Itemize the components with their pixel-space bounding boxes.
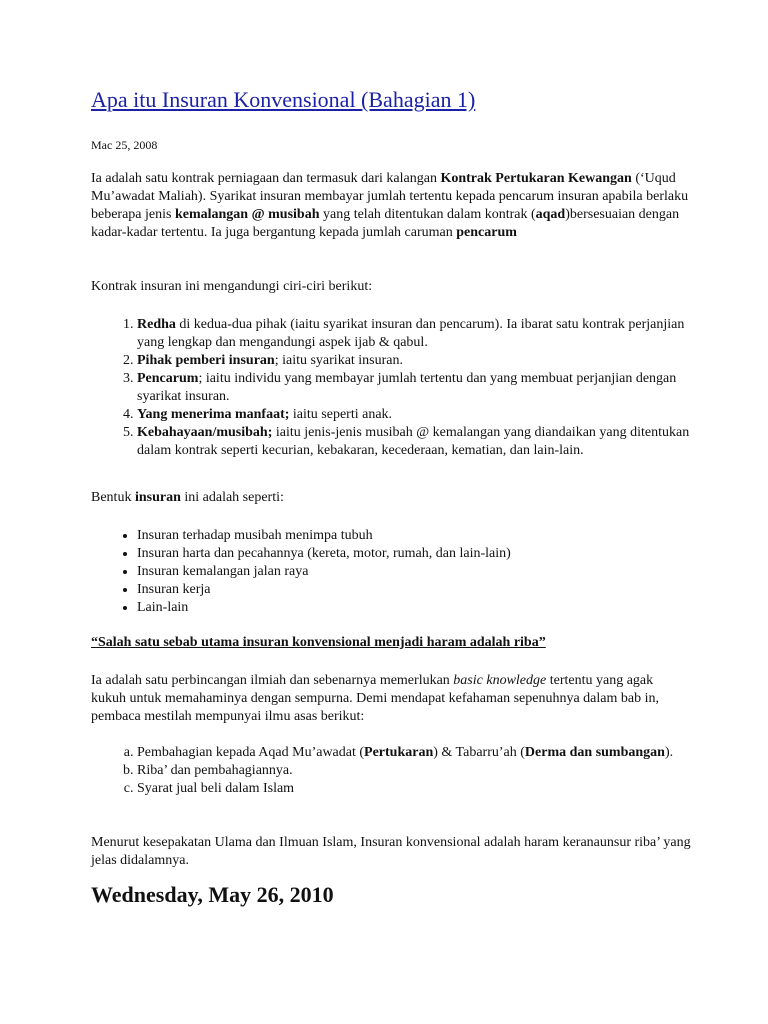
intro-paragraph (91, 170, 691, 242)
text: (‘Uqud Mu’awadat Maliah). Syarikat insuran membayar jumlah tertentu kepada pencarum insuran apabila berlaku beberapa jenis (91, 171, 689, 222)
list-item: • Insuran terhadap musibah menimpa tubuh (137, 527, 737, 545)
post-title-link[interactable]: Apa itu Insuran Konvensional (Bahagian 1) (91, 87, 476, 112)
basics-paragraph (91, 672, 691, 726)
text: yang telah ditentukan dalam kontrak ( (319, 207, 536, 222)
text: Ia adalah satu kontrak perniagaan dan termasuk dari kalangan (91, 171, 441, 186)
bold-text: Kontrak Pertukaran Kewangan (440, 171, 632, 186)
text: Bentuk (91, 490, 135, 505)
date-heading: Wednesday, May 26, 2010 (91, 882, 334, 907)
text: iaitu jenis-jenis musibah @ kemalangan yang diandaikan yang ditentukan dalam kontrak seperti kecurian, kebakaran, kecederaan, kematian, dan lain-lain. (137, 425, 690, 458)
bold-text: aqad (535, 207, 566, 222)
bold-text: Redha (137, 317, 176, 332)
text: ; iaitu individu yang membayar jumlah tertentu dan yang membuat perjanjian dengan syarikat insuran. (137, 371, 677, 404)
bold-text: Pertukaran (364, 745, 434, 760)
forms-list (91, 527, 737, 617)
text: ; iaitu syarikat insuran. (274, 353, 404, 368)
text: di kedua-dua pihak (iaitu syarikat insuran dan pencarum). Ia ibarat satu kontrak perjanjian yang lengkap dan mengandungi aspek ijab & qabul. (137, 317, 685, 350)
italic-text: basic knowledge (453, 673, 547, 688)
bold-text: Pencarum (137, 371, 199, 386)
bold-text: Kebahayaan/musibah; (137, 425, 273, 440)
list-item: • Insuran kemalangan jalan raya (137, 563, 737, 581)
basics-list (91, 744, 691, 798)
forms-intro (91, 489, 691, 507)
list-item (137, 744, 691, 762)
bold-text: Pihak pemberi insuran (137, 353, 275, 368)
text: ). (664, 745, 674, 760)
bold-text: Yang menerima manfaat; (137, 407, 290, 422)
list-item (137, 406, 691, 424)
list-item (137, 352, 691, 370)
list-item: c. Syarat jual beli dalam Islam (137, 780, 691, 798)
text: ) & Tabarru’ah ( (433, 745, 525, 760)
features-intro: Kontrak insuran ini mengandungi ciri-ciri berikut: (91, 279, 373, 294)
list-item: b. Riba’ dan pembahagiannya. (137, 762, 691, 780)
list-item (137, 424, 691, 460)
text: )bersesuaian dengan kadar-kadar tertentu. Ia juga bergantung kepada jumlah caruman (91, 207, 680, 240)
list-item: • Lain-lain (137, 599, 737, 617)
post-date: Mac 25, 2008 (91, 138, 158, 152)
text: Pembahagian kepada Aqad Mu’awadat ( (137, 745, 365, 760)
list-item: • Insuran kerja (137, 581, 737, 599)
conclusion-paragraph: Menurut kesepakatan Ulama dan Ilmuan Islam, Insuran konvensional adalah haram keranaunsur riba’ yang jelas didalamnya. (91, 835, 691, 868)
list-item (137, 370, 691, 406)
quote-heading: “Salah satu sebab utama insuran konvensional menjadi haram adalah riba” (91, 635, 546, 650)
text: Ia adalah satu perbincangan ilmiah dan sebenarnya memerlukan (91, 673, 454, 688)
text: ini adalah seperti: (180, 490, 284, 505)
bold-text: Derma dan sumbangan (524, 745, 665, 760)
bold-text: pencarum (456, 225, 517, 240)
list-item (137, 316, 691, 352)
list-item: • Insuran harta dan pecahannya (kereta, motor, rumah, dan lain-lain) (137, 545, 737, 563)
text: iaitu seperti anak. (289, 407, 393, 422)
bold-text: insuran (134, 490, 181, 505)
text: tertentu yang agak kukuh untuk memahaminya dengan sempurna. Demi mendapat kefahaman sepenuhnya dalam bab in, pembaca mestilah mempunyai ilmu asas berikut: (91, 673, 659, 724)
features-list (91, 316, 691, 460)
bold-text: kemalangan @ musibah (174, 207, 320, 222)
